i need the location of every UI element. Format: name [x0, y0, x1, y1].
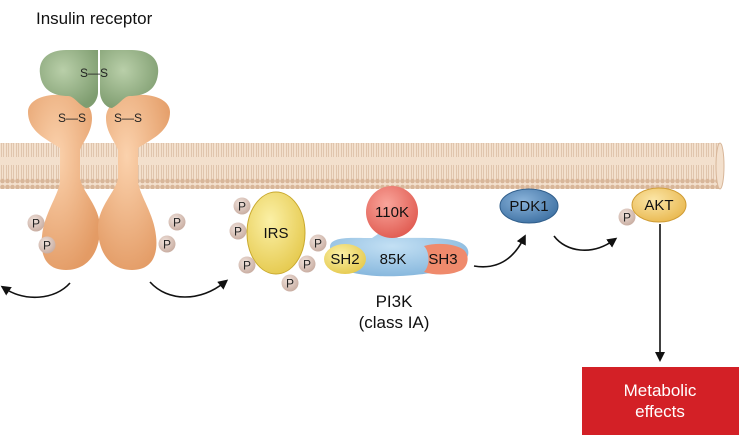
- pi3k-p110-subunit: [366, 186, 418, 238]
- disulfide-bond-left: S—S: [58, 111, 87, 125]
- pi3k-class: (class IA): [358, 313, 430, 332]
- irs-phosphate: [239, 257, 256, 274]
- akt-protein: [632, 188, 686, 222]
- svg-text:SH3: SH3: [428, 251, 458, 268]
- svg-text:P: P: [237, 199, 247, 214]
- arrow-pi3k-to-pdk1: [474, 238, 524, 267]
- svg-text:P: P: [172, 215, 182, 230]
- irs-phosphate: [230, 223, 247, 240]
- pi3k-sh2-domain: [324, 244, 366, 274]
- metabolic-effects-box: [582, 367, 739, 435]
- svg-text:P: P: [302, 257, 312, 272]
- receptor-phosphate: [39, 237, 56, 254]
- pdk1-label: PDK1: [509, 198, 549, 215]
- arrow-receptor-to-irs: [150, 282, 225, 297]
- svg-text:SH2: SH2: [330, 251, 360, 268]
- cell-membrane: [0, 143, 720, 189]
- irs-protein: [247, 192, 305, 274]
- svg-text:P: P: [233, 224, 243, 239]
- p85-label: 85K: [379, 251, 407, 268]
- svg-text:P: P: [242, 258, 252, 273]
- pdk1-protein: [500, 189, 558, 223]
- p110-label: 110K: [375, 204, 409, 221]
- svg-text:P: P: [31, 216, 41, 231]
- irs-phosphate: [234, 198, 251, 215]
- pi3k-name: PI3K: [375, 292, 413, 311]
- receptor-phosphate: [28, 215, 45, 232]
- irs-label: IRS: [263, 225, 289, 242]
- arrow-pdk1-to-akt: [554, 236, 614, 250]
- svg-text:P: P: [285, 276, 295, 291]
- irs-phosphate: [282, 275, 299, 292]
- svg-text:P: P: [622, 210, 632, 225]
- receptor-phosphate: [169, 214, 186, 231]
- effects-line2: effects: [635, 402, 685, 421]
- irs-phosphate: [299, 256, 316, 273]
- svg-text:P: P: [42, 238, 52, 253]
- akt-phosphate: [619, 209, 636, 226]
- pi3k-sh3-domain: [424, 244, 468, 275]
- akt-label: AKT: [644, 197, 674, 214]
- disulfide-bond-top: S—S: [80, 66, 109, 80]
- receptor-title: Insulin receptor: [36, 9, 153, 28]
- receptor-phosphate: [159, 236, 176, 253]
- effects-line1: Metabolic: [623, 381, 697, 400]
- disulfide-bond-right: S—S: [114, 111, 143, 125]
- arrow-receptor-left: [4, 283, 70, 297]
- irs-phosphate: [310, 235, 327, 252]
- svg-text:P: P: [162, 237, 172, 252]
- svg-text:P: P: [313, 236, 323, 251]
